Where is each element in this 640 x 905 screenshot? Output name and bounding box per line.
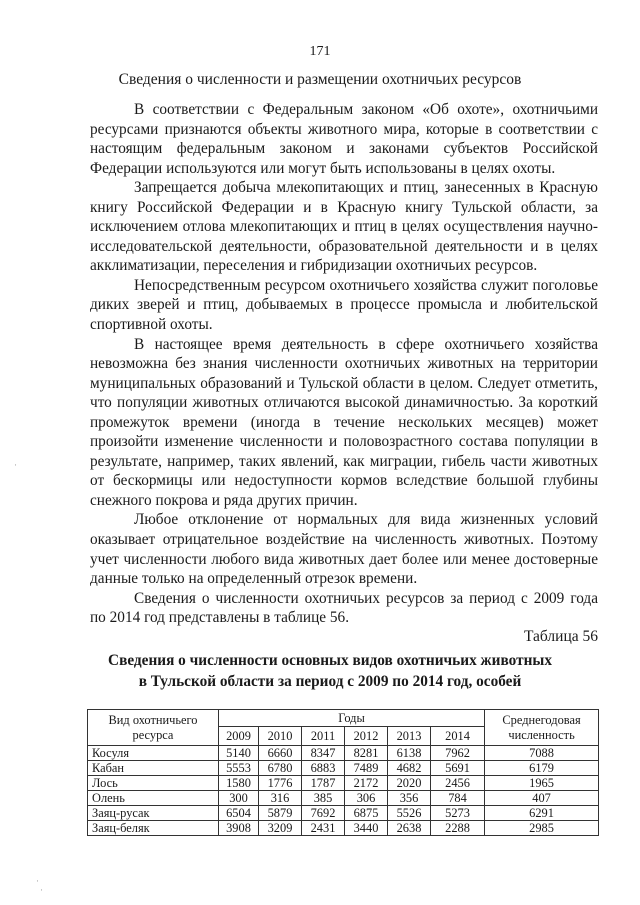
count-cell: 300: [219, 791, 259, 806]
count-cell: 1787: [302, 776, 345, 791]
table-row: [88, 791, 599, 806]
count-cell: 6780: [259, 761, 302, 776]
count-cell: 1580: [219, 776, 259, 791]
count-cell: 316: [259, 791, 302, 806]
count-cell: 6138: [388, 746, 431, 761]
table-row: [88, 746, 599, 761]
paragraph-3: Непосредственным ресурсом охотничьего хозяйства служит поголовье диких зверей и птиц, добываемых в процессе промысла и любительской спортивной охоты.: [90, 276, 598, 334]
count-cell: 2431: [302, 821, 345, 836]
species-name: Заяц-беляк: [88, 821, 219, 836]
header-species: Вид охотничьего ресурса: [88, 710, 219, 746]
page-number: 171: [309, 44, 331, 59]
count-cell: 385: [302, 791, 345, 806]
paragraph-2: Запрещается добыча млекопитающих и птиц, занесенных в Красную книгу Российской Федерации и в Красную книгу Тульской области, за исключением отлова млекопитающих и птиц в целях осуществления научно-исследовательской деятельности, образовательной деятельности и в целях акклиматизации, переселения и гибридизации охотничьих ресурсов.: [90, 179, 598, 275]
paragraph-6: Сведения о численности охотничьих ресурсов за период с 2009 года по 2014 год представлены в таблице 56.: [90, 589, 598, 627]
count-cell: 2638: [388, 821, 431, 836]
count-cell: 1776: [259, 776, 302, 791]
count-cell: 7692: [302, 806, 345, 821]
header-year: 2014: [431, 727, 485, 746]
count-cell: 6883: [302, 761, 345, 776]
header-years-group: Годы: [219, 710, 485, 727]
count-cell: 8281: [345, 746, 388, 761]
count-cell: 3209: [259, 821, 302, 836]
average-cell: 407: [485, 791, 599, 806]
count-cell: 5691: [431, 761, 485, 776]
count-cell: 3908: [219, 821, 259, 836]
paragraph-4: В настоящее время деятельность в сфере охотничьего хозяйства невозможна без знания численности охотничьих животных на территории муниципальных образований и Тульской области в целом. Следует отметить, что популяции животных отличаются высокой динамичностью. За короткий промежуток времени (иногда в течение нескольких месяцев) может произойти изменение численности и половозрастного состава популяции в результате, например, таких явлений, как миграции, гибель части животных от бескормицы или недоступности кормов вследствие большой глубины снежного покрова и ряда других причин.: [90, 335, 598, 509]
table-title-line-1: Сведения о численности основных видов охотничьих животных: [108, 652, 552, 669]
table-caption: Таблица 56: [523, 628, 598, 645]
paragraph-1: В соответствии с Федеральным законом «Об охоте», охотничьими ресурсами признаются объекты животного мира, которые в соответствии с настоящим федеральным законом и законами субъектов Российской Федерации используются или могут быть использованы в целях охоты.: [90, 101, 598, 177]
average-cell: 6291: [485, 806, 599, 821]
count-cell: 2020: [388, 776, 431, 791]
average-cell: 7088: [485, 746, 599, 761]
header-average: Среднегодовая численность: [485, 710, 599, 746]
count-cell: 7962: [431, 746, 485, 761]
count-cell: 306: [345, 791, 388, 806]
count-cell: 5140: [219, 746, 259, 761]
count-cell: 3440: [345, 821, 388, 836]
count-cell: 2288: [431, 821, 485, 836]
count-cell: 356: [388, 791, 431, 806]
table-row: [88, 821, 599, 836]
species-name: Олень: [88, 791, 219, 806]
paragraph-5: Любое отклонение от нормальных для вида жизненных условий оказывает отрицательное воздействие на численность животных. Поэтому учет численности любого вида животных дает более или менее достоверные данные только на определенный отрезок времени.: [90, 511, 598, 588]
average-cell: 6179: [485, 761, 599, 776]
count-cell: 5526: [388, 806, 431, 821]
count-cell: 4682: [388, 761, 431, 776]
table-title: [60, 650, 600, 692]
header-year: 2009: [219, 727, 259, 746]
scan-dot: ·: [36, 876, 39, 886]
count-cell: 6875: [345, 806, 388, 821]
table-row: [88, 761, 599, 776]
scan-dot: ·: [40, 885, 43, 895]
count-cell: 2172: [345, 776, 388, 791]
population-table: [87, 709, 599, 836]
count-cell: 6504: [219, 806, 259, 821]
table-row: [88, 806, 599, 821]
header-year: 2012: [345, 727, 388, 746]
species-name: Лось: [88, 776, 219, 791]
table-row: [88, 776, 599, 791]
header-year: 2010: [259, 727, 302, 746]
species-name: Кабан: [88, 761, 219, 776]
table-title-line-2: в Тульской области за период с 2009 по 2014 год, особей: [138, 673, 522, 690]
count-cell: 7489: [345, 761, 388, 776]
section-title: Сведения о численности и размещении охотничьих ресурсов: [118, 71, 522, 88]
count-cell: 784: [431, 791, 485, 806]
count-cell: 6660: [259, 746, 302, 761]
header-year: 2013: [388, 727, 431, 746]
count-cell: 8347: [302, 746, 345, 761]
count-cell: 5273: [431, 806, 485, 821]
body-text: [90, 100, 598, 628]
average-cell: 1965: [485, 776, 599, 791]
species-name: Косуля: [88, 746, 219, 761]
count-cell: 5553: [219, 761, 259, 776]
header-year: 2011: [302, 727, 345, 746]
average-cell: 2985: [485, 821, 599, 836]
species-name: Заяц-русак: [88, 806, 219, 821]
scan-dot: ·: [14, 460, 17, 470]
count-cell: 5879: [259, 806, 302, 821]
count-cell: 2456: [431, 776, 485, 791]
